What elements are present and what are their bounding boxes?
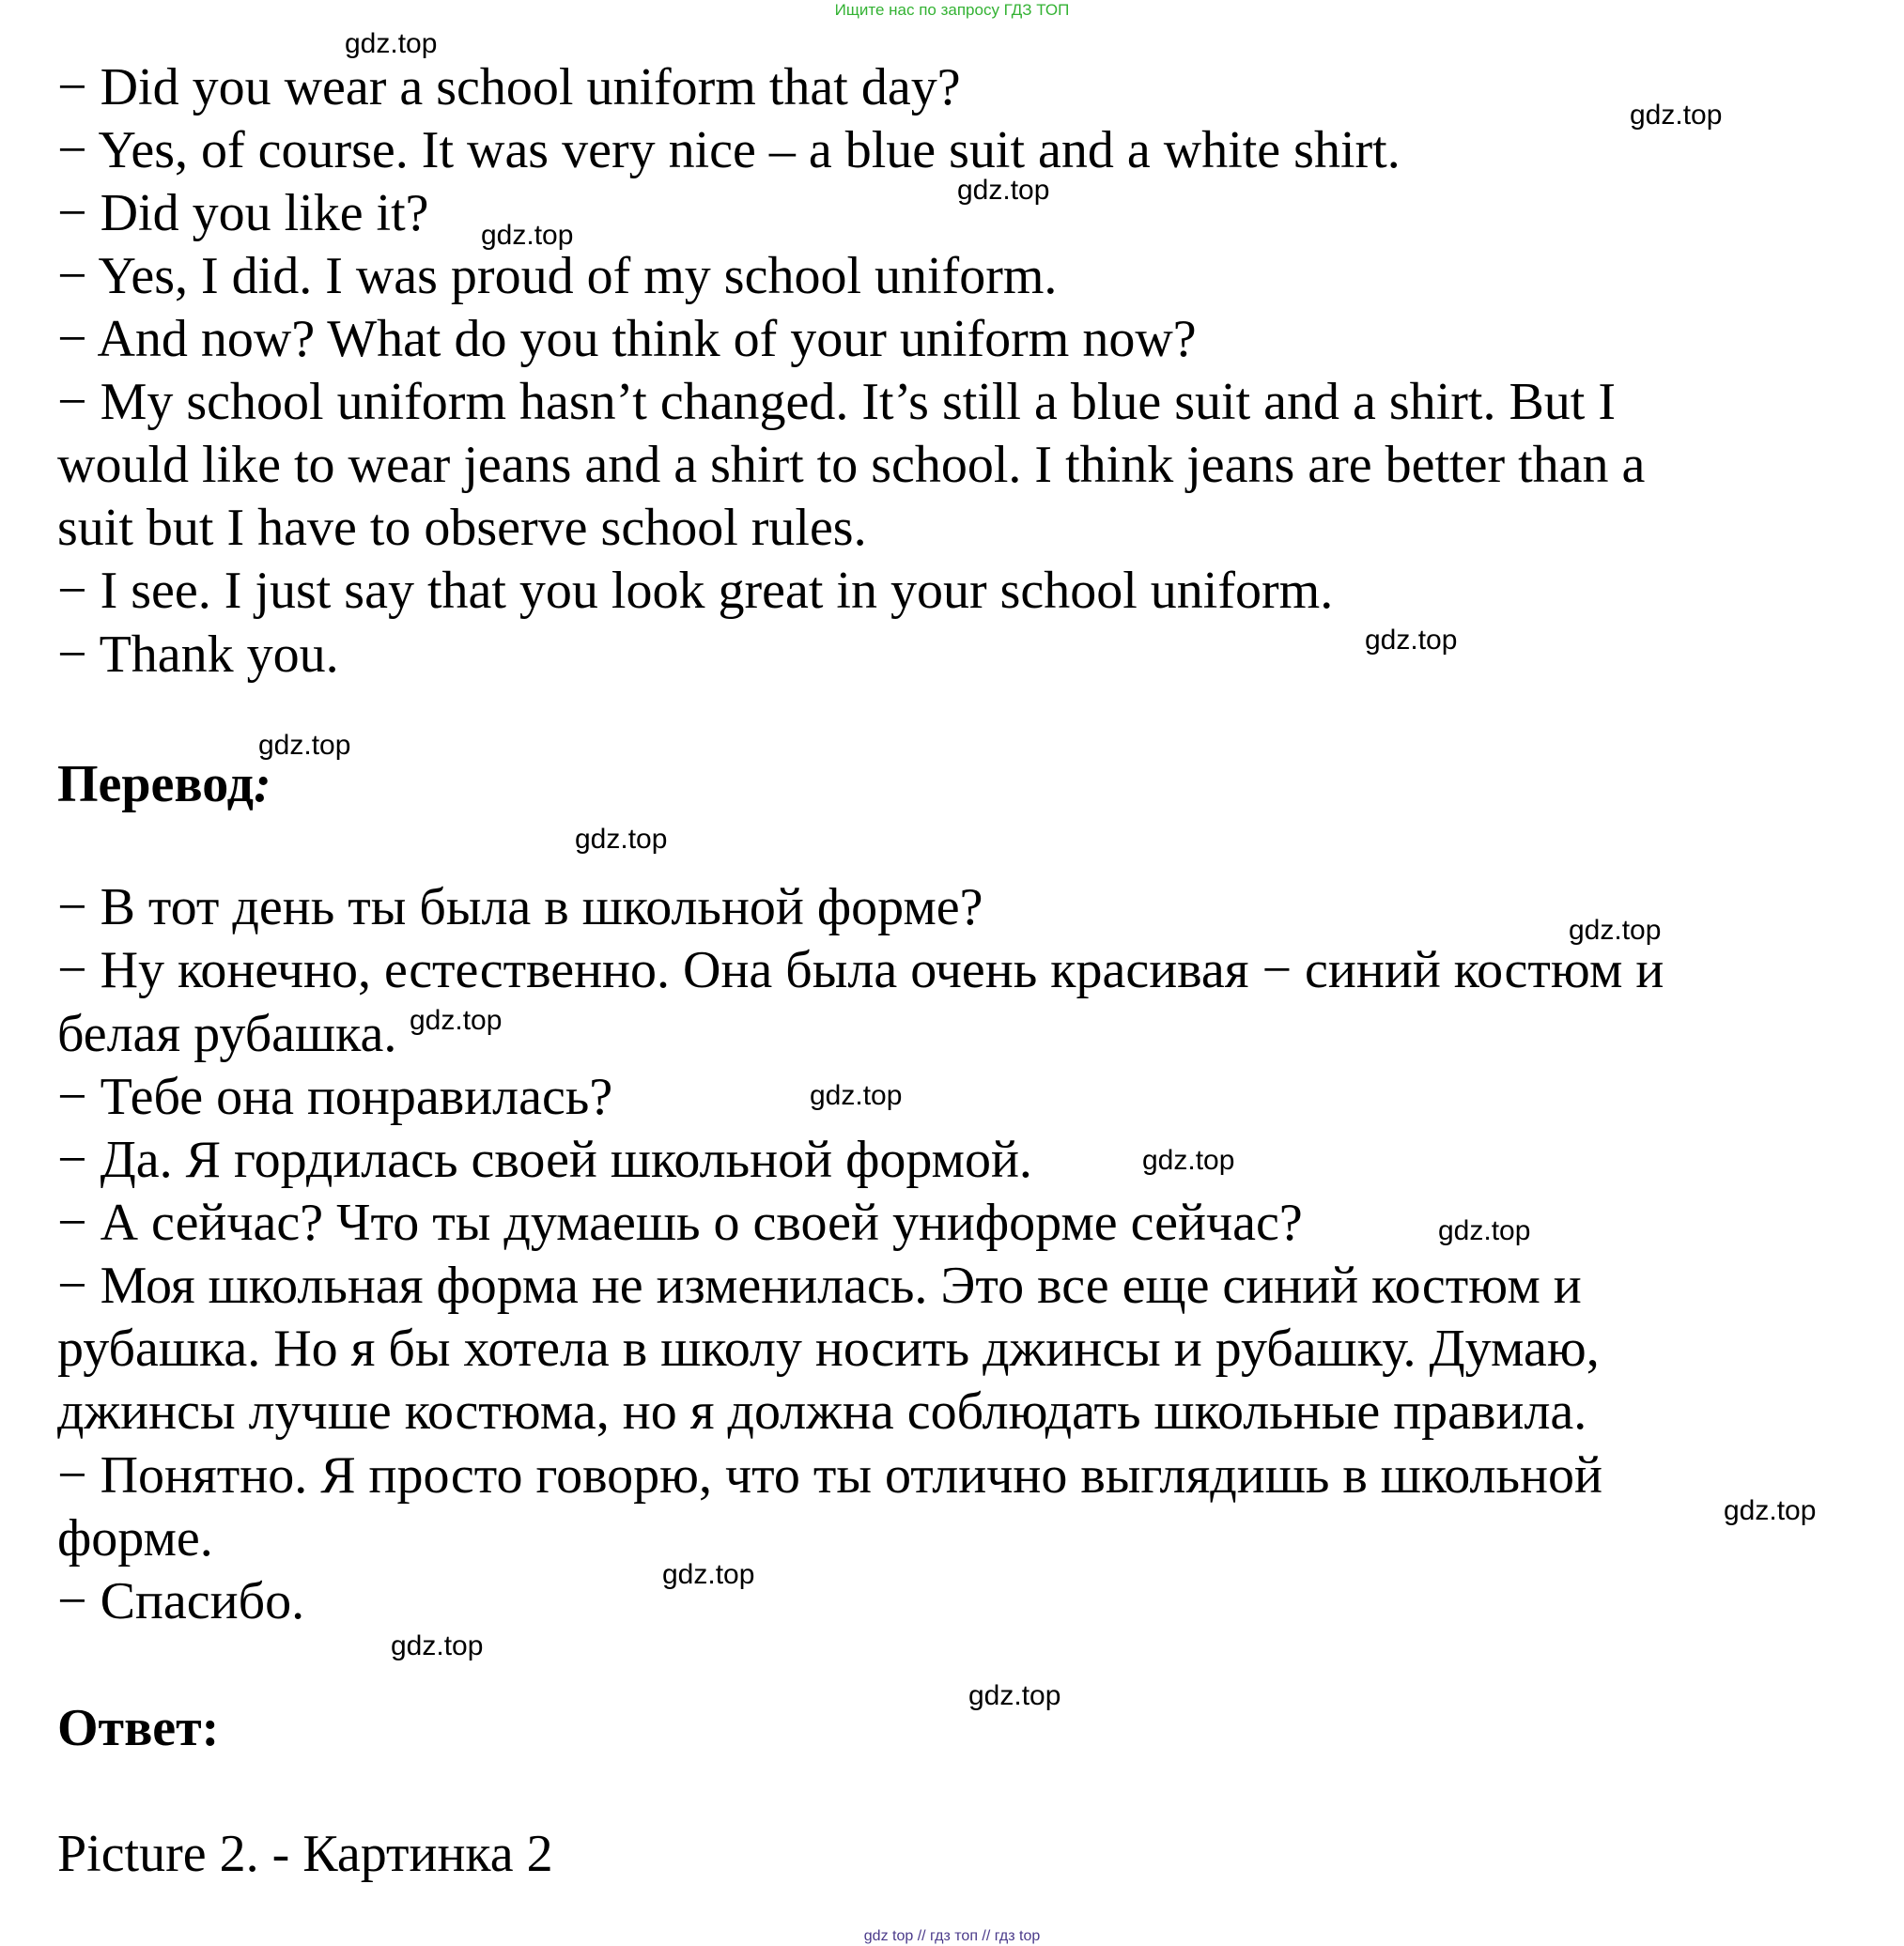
translation-line: белая рубашка. [57,1005,397,1063]
translation-heading-text: Перевод [57,755,254,813]
translation-line: − А сейчас? Что ты думаешь о своей униформе сейчас? [57,1194,1303,1252]
answer-heading: Ответ: [57,1699,220,1757]
dialogue-line: − Yes, of course. It was very nice – a blue suit and a white shirt. [57,121,1401,179]
top-banner: Ищите нас по запросу ГДЗ ТОП [834,1,1070,19]
dialogue-line: − Did you like it? [57,184,429,242]
translation-line: джинсы лучше костюма, но я должна соблюдать школьные правила. [57,1382,1587,1441]
watermark: gdz.top [1569,915,1662,946]
watermark: gdz.top [810,1080,903,1111]
watermark: gdz.top [575,824,668,855]
dialogue-line: − Thank you. [57,626,339,684]
watermark: gdz.top [1630,100,1723,131]
footer: gdz top // гдз топ // гдз top [863,1928,1041,1944]
watermark: gdz.top [481,220,574,251]
watermark: gdz.top [410,1005,503,1036]
watermark: gdz.top [391,1630,484,1661]
dialogue-line: would like to wear jeans and a shirt to school. I think jeans are better than a [57,436,1646,494]
translation-line: − Понятно. Я просто говорю, что ты отлично выглядишь в школьной [57,1446,1602,1505]
translation-line: − Ну конечно, естественно. Она была очень красивая − синий костюм и [57,941,1664,999]
watermark: gdz.top [1438,1215,1531,1246]
translation-line: − Моя школьная форма не изменилась. Это все еще синий костюм и [57,1257,1582,1315]
watermark: gdz.top [1724,1495,1817,1526]
translation-line: рубашка. Но я бы хотела в школу носить джинсы и рубашку. Думаю, [57,1320,1600,1378]
dialogue-line: − My school uniform hasn’t changed. It’s still a blue suit and a shirt. But I [57,373,1616,431]
dialogue-line: suit but I have to observe school rules. [57,499,867,557]
watermark: gdz.top [1365,625,1458,656]
dialogue-line: − I see. I just say that you look great in your school uniform. [57,562,1334,620]
translation-heading [57,753,271,815]
dialogue-line: − Yes, I did. I was proud of my school uniform. [57,247,1058,305]
translation-line: − В тот день ты была в школьной форме? [57,878,983,936]
translation-line: − Тебе она понравилась? [57,1068,613,1126]
watermark: gdz.top [345,28,438,59]
translation-line: − Да. Я гордилась своей школьной формой. [57,1131,1032,1189]
watermark: gdz.top [662,1559,755,1590]
watermark: gdz.top [968,1680,1061,1711]
watermark: gdz.top [1142,1145,1235,1176]
picture-caption: Picture 2. - Картинка 2 [57,1825,553,1883]
translation-heading-colon: : [254,755,271,813]
dialogue-line: − And now? What do you think of your uniform now? [57,310,1197,368]
watermark: gdz.top [957,175,1050,206]
watermark: gdz.top [258,730,351,761]
dialogue-line: − Did you wear a school uniform that day? [57,58,961,116]
translation-line: − Спасибо. [57,1572,305,1630]
translation-line: форме. [57,1509,213,1568]
